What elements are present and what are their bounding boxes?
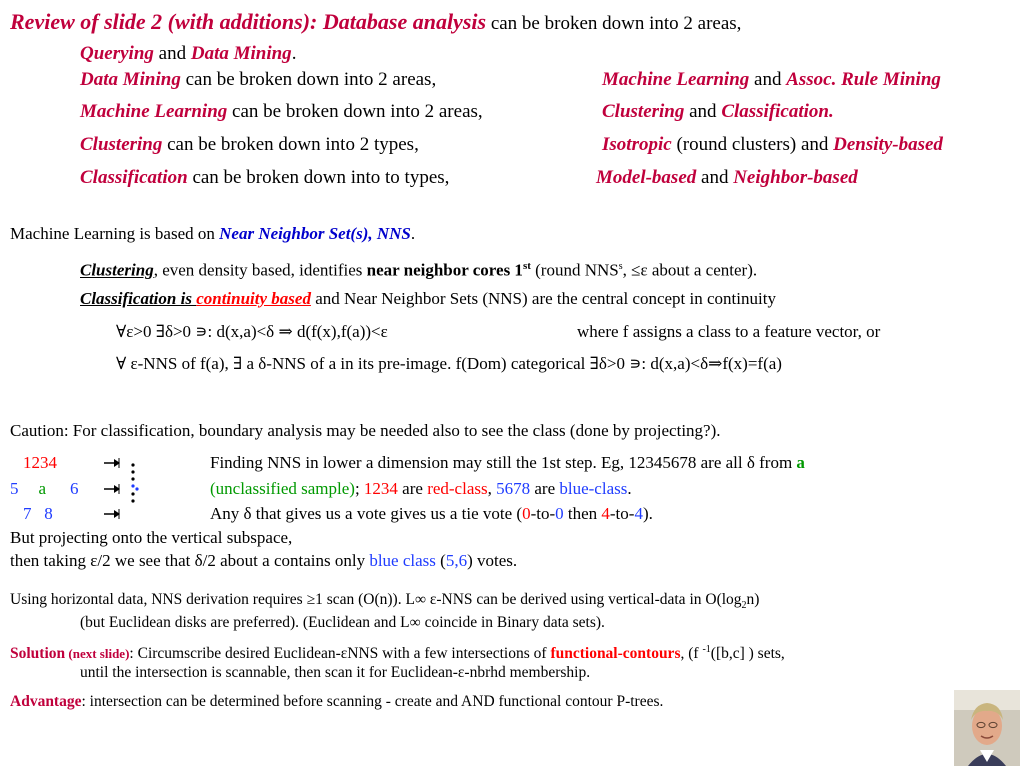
blue-nums: 5678: [496, 479, 531, 498]
row-term-a: Clustering: [602, 101, 685, 122]
functional-contours: functional-contours: [550, 645, 681, 663]
classification-rest: and Near Neighbor Sets (NNS) are the central concept in continuity: [310, 289, 776, 308]
formula-1: ∀ε>0 ∃δ>0 ∍: d(x,a)<δ ⇒ d(f(x),f(a))<ε: [116, 322, 388, 341]
comma: ,: [487, 479, 497, 498]
num: 0: [555, 504, 564, 523]
row-term-b: Density-based: [833, 134, 943, 155]
inverse-sup: -1: [702, 644, 711, 655]
horizontal-end: n): [746, 591, 760, 608]
grid-6: 6: [70, 479, 79, 498]
tie-vote-line: [210, 503, 653, 525]
solution-text: : Circumscribe desired Euclidean-εNNS with a few intersections of: [129, 645, 551, 663]
solution-line-1: [10, 640, 785, 664]
row-term: Clustering: [80, 134, 163, 155]
sep: ;: [354, 479, 364, 498]
grid-row-3: 7 8: [23, 504, 53, 523]
row-term-b: Assoc. Rule Mining: [786, 69, 941, 90]
breakdown-row-right: [596, 166, 858, 190]
to: -to-: [609, 504, 635, 523]
horizontal-line-2: (but Euclidean disks are preferred). (Euclidean and L∞ coincide in Binary data sets).: [80, 614, 605, 631]
votes-end: ) votes.: [467, 551, 518, 570]
num: 0: [522, 504, 531, 523]
row-term-a: Isotropic: [602, 134, 672, 155]
arrow-right-icon: [104, 481, 120, 499]
title-period: .: [291, 43, 297, 64]
solution-rest: , (f: [680, 645, 703, 663]
breakdown-row-left: [80, 68, 436, 92]
slide-title: [10, 8, 741, 36]
row-and: and: [749, 69, 787, 90]
clustering-term: Clustering: [80, 260, 154, 280]
row-text: can be broken down into 2 types,: [162, 134, 419, 155]
paren: (: [435, 551, 446, 570]
classification-term: Classification is: [80, 289, 197, 308]
row-term-b: Classification.: [721, 101, 834, 122]
arrow-right-icon: [104, 455, 120, 473]
to: -to-: [530, 504, 556, 523]
breakdown-row-right: [602, 68, 941, 92]
cores-sup: st: [522, 260, 531, 272]
solution-line-2: until the intersection is scannable, then scan it for Euclidean-ε-nbrhd membership.: [80, 664, 591, 681]
breakdown-row-left: [80, 166, 449, 190]
clustering-rest: , even density based, identifies: [153, 260, 367, 280]
then: then: [563, 504, 602, 523]
breakdown-row-left: [80, 100, 483, 124]
ml-nns: Near Neighbor Set(s), NNS: [219, 224, 411, 243]
grid-a: a: [38, 479, 47, 498]
ml-end: .: [410, 224, 416, 243]
unclassified: (unclassified sample): [210, 479, 355, 498]
breakdown-row-right: [602, 100, 834, 124]
clustering-sup: s: [618, 261, 623, 272]
caution-line: Caution: For classification, boundary analysis may be needed also to see the class (done by projecting?).: [10, 421, 721, 440]
title-and: and: [153, 43, 191, 64]
blue-class-term: blue class: [369, 551, 436, 570]
row-term: Classification: [80, 167, 188, 188]
formula-2: ∀ ε-NNS of f(a), ∃ a δ-NNS of a in its pre-image. f(Dom) categorical ∃δ>0 ∍: d(x,a)<δ⇒f(x)=f(a): [116, 354, 782, 373]
clustering-tail2: , ≤ε about a center).: [622, 260, 758, 280]
row-and: and: [696, 167, 734, 188]
continuity-term: continuity based: [196, 289, 311, 308]
advantage-label: Advantage: [10, 693, 82, 710]
end: ).: [642, 504, 653, 523]
horizontal-text: Using horizontal data, NNS derivation requires ≥1 scan (O(n)). L∞ ε-NNS can be derived using vertical-data in O(log: [10, 591, 742, 608]
red-class: red-class: [427, 479, 488, 498]
solution-rest2: ([b,c] ) sets,: [710, 645, 785, 663]
finding-a: a: [796, 453, 805, 472]
ml-line: [10, 223, 415, 245]
row-term: Data Mining: [80, 69, 181, 90]
solution-label: Solution: [10, 645, 66, 663]
term-querying: Querying: [80, 43, 154, 64]
row-text: can be broken down into to types,: [187, 167, 450, 188]
vertical-dots-icon: [128, 461, 142, 510]
tie-text: Any δ that gives us a vote gives us a tie vote (: [210, 504, 523, 523]
log-sub: 2: [741, 600, 747, 612]
breakdown-row-left: [80, 133, 419, 157]
row-term-a: Machine Learning: [602, 69, 750, 90]
row-text: can be broken down into 2 areas,: [227, 101, 483, 122]
row-text: can be broken down into 2 areas,: [180, 69, 437, 90]
row-term-b: Neighbor-based: [733, 167, 858, 188]
red-nums: 1234: [363, 479, 398, 498]
finding-line: [210, 452, 805, 474]
solution-next: (next slide): [65, 646, 130, 662]
breakdown-row-right: [602, 133, 943, 157]
formula-1-note: where f assigns a class to a feature vector, or: [577, 322, 881, 341]
row-and: and: [684, 101, 722, 122]
title-line2: [80, 42, 296, 66]
are: are: [530, 479, 560, 498]
epsilon-line: [10, 550, 517, 572]
period: .: [627, 479, 632, 498]
row-and: (round clusters) and: [671, 134, 834, 155]
term-data-mining: Data Mining: [190, 43, 292, 64]
advantage-line: [10, 692, 663, 712]
ml-prefix: Machine Learning is based on: [10, 224, 220, 243]
advantage-text: : intersection can be determined before scanning - create and AND functional contour P-trees.: [81, 693, 664, 710]
grid-row-1: 1234: [23, 453, 57, 472]
num: 4: [634, 504, 643, 523]
grid-5: 5: [10, 479, 19, 498]
votes-nums: 5,6: [445, 551, 468, 570]
row-term-a: Model-based: [596, 167, 697, 188]
grid-row-2: [10, 478, 79, 500]
are: are: [397, 479, 428, 498]
clustering-tail: (round NNS: [530, 260, 619, 280]
cores-term: near neighbor cores 1: [366, 260, 523, 280]
proj-text: then taking ε/2 we see that δ/2 about a contains only: [10, 551, 370, 570]
title-rest: can be broken down into 2 areas,: [486, 13, 742, 34]
num: 4: [601, 504, 610, 523]
classification-line: [80, 288, 776, 310]
finding-text: Finding NNS in lower a dimension may still the 1st step. Eg, 12345678 are all δ from: [210, 453, 797, 472]
clustering-line: [80, 255, 757, 282]
title-main: Review of slide 2 (with additions): Database analysis: [10, 9, 487, 34]
blue-class: blue-class: [559, 479, 628, 498]
row-term: Machine Learning: [80, 101, 228, 122]
projecting-line: But projecting onto the vertical subspace,: [10, 528, 293, 547]
presenter-photo: [954, 690, 1020, 766]
arrow-right-icon: [104, 506, 120, 524]
classes-line: [210, 478, 632, 500]
